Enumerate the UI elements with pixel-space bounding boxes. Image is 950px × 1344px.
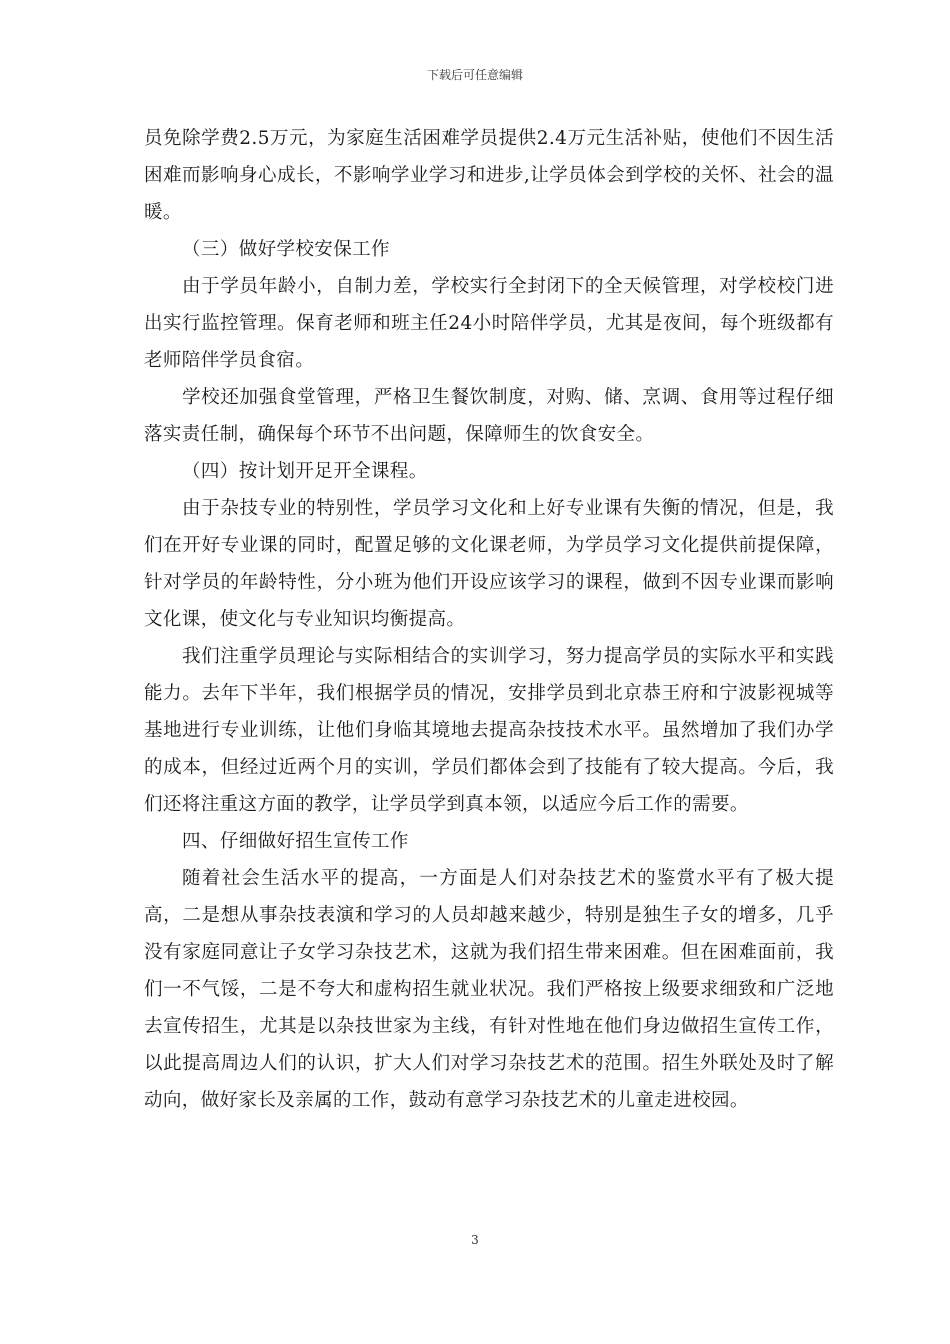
page-header: 下载后可任意编辑 <box>426 68 523 82</box>
paragraph-4: 由于杂技专业的特别性，学员学习文化和上好专业课有失衡的情况，但是，我们在开好专业课的同时，配置足够的文化课老师，为学员学习文化提供前提保障，针对学员的年龄特性，分小班为他们开设应该学习的课程，做到不因专业课而影响文化课，使文化与专业知识均衡提高。 <box>144 498 834 630</box>
paragraph-5: 我们注重学员理论与实际相结合的实训学习，努力提高学员的实际水平和实践能力。去年下半年，我们根据学员的情况，安排学员到北京恭王府和宁波影视城等基地进行专业训练，让他们身临其境地去提高杂技技术水平。虽然增加了我们办学的成本，但经过近两个月的实训，学员们都体会到了技能有了较大提高。今后，我们还将注重这方面的教学，让学员学到真本领，以适应今后工作的需要。 <box>144 646 834 815</box>
section-heading-3: （三）做好学校安保工作 <box>182 239 390 260</box>
section-heading-four: 四、仔细做好招生宣传工作 <box>182 831 409 852</box>
section-heading-4: （四）按计划开足开全课程。 <box>182 461 428 482</box>
document-body <box>144 120 834 1119</box>
page-number: 3 <box>471 1233 479 1247</box>
paragraph-3: 学校还加强食堂管理，严格卫生餐饮制度，对购、储、烹调、食用等过程仔细落实责任制，确保每个环节不出问题，保障师生的饮食安全。 <box>144 387 834 445</box>
paragraph-1: 员免除学费2.5万元，为家庭生活困难学员提供2.4万元生活补贴，使他们不因生活困难而影响身心成长，不影响学业学习和进步,让学员体会到学校的关怀、社会的温暖。 <box>144 128 834 223</box>
paragraph-6: 随着社会生活水平的提高，一方面是人们对杂技艺术的鉴赏水平有了极大提高，二是想从事杂技表演和学习的人员却越来越少，特别是独生子女的增多，几乎没有家庭同意让子女学习杂技艺术，这就为我们招生带来困难。但在困难面前，我们一不气馁，二是不夸大和虚构招生就业状况。我们严格按上级要求细致和广泛地去宣传招生，尤其是以杂技世家为主线，有针对性地在他们身边做招生宣传工作，以此提高周边人们的认识，扩大人们对学习杂技艺术的范围。招生外联处及时了解动向，做好家长及亲属的工作，鼓动有意学习杂技艺术的儿童走进校园。 <box>144 868 834 1111</box>
paragraph-2: 由于学员年龄小，自制力差，学校实行全封闭下的全天候管理，对学校校门进出实行监控管理。保育老师和班主任24小时陪伴学员，尤其是夜间，每个班级都有老师陪伴学员食宿。 <box>144 276 834 371</box>
